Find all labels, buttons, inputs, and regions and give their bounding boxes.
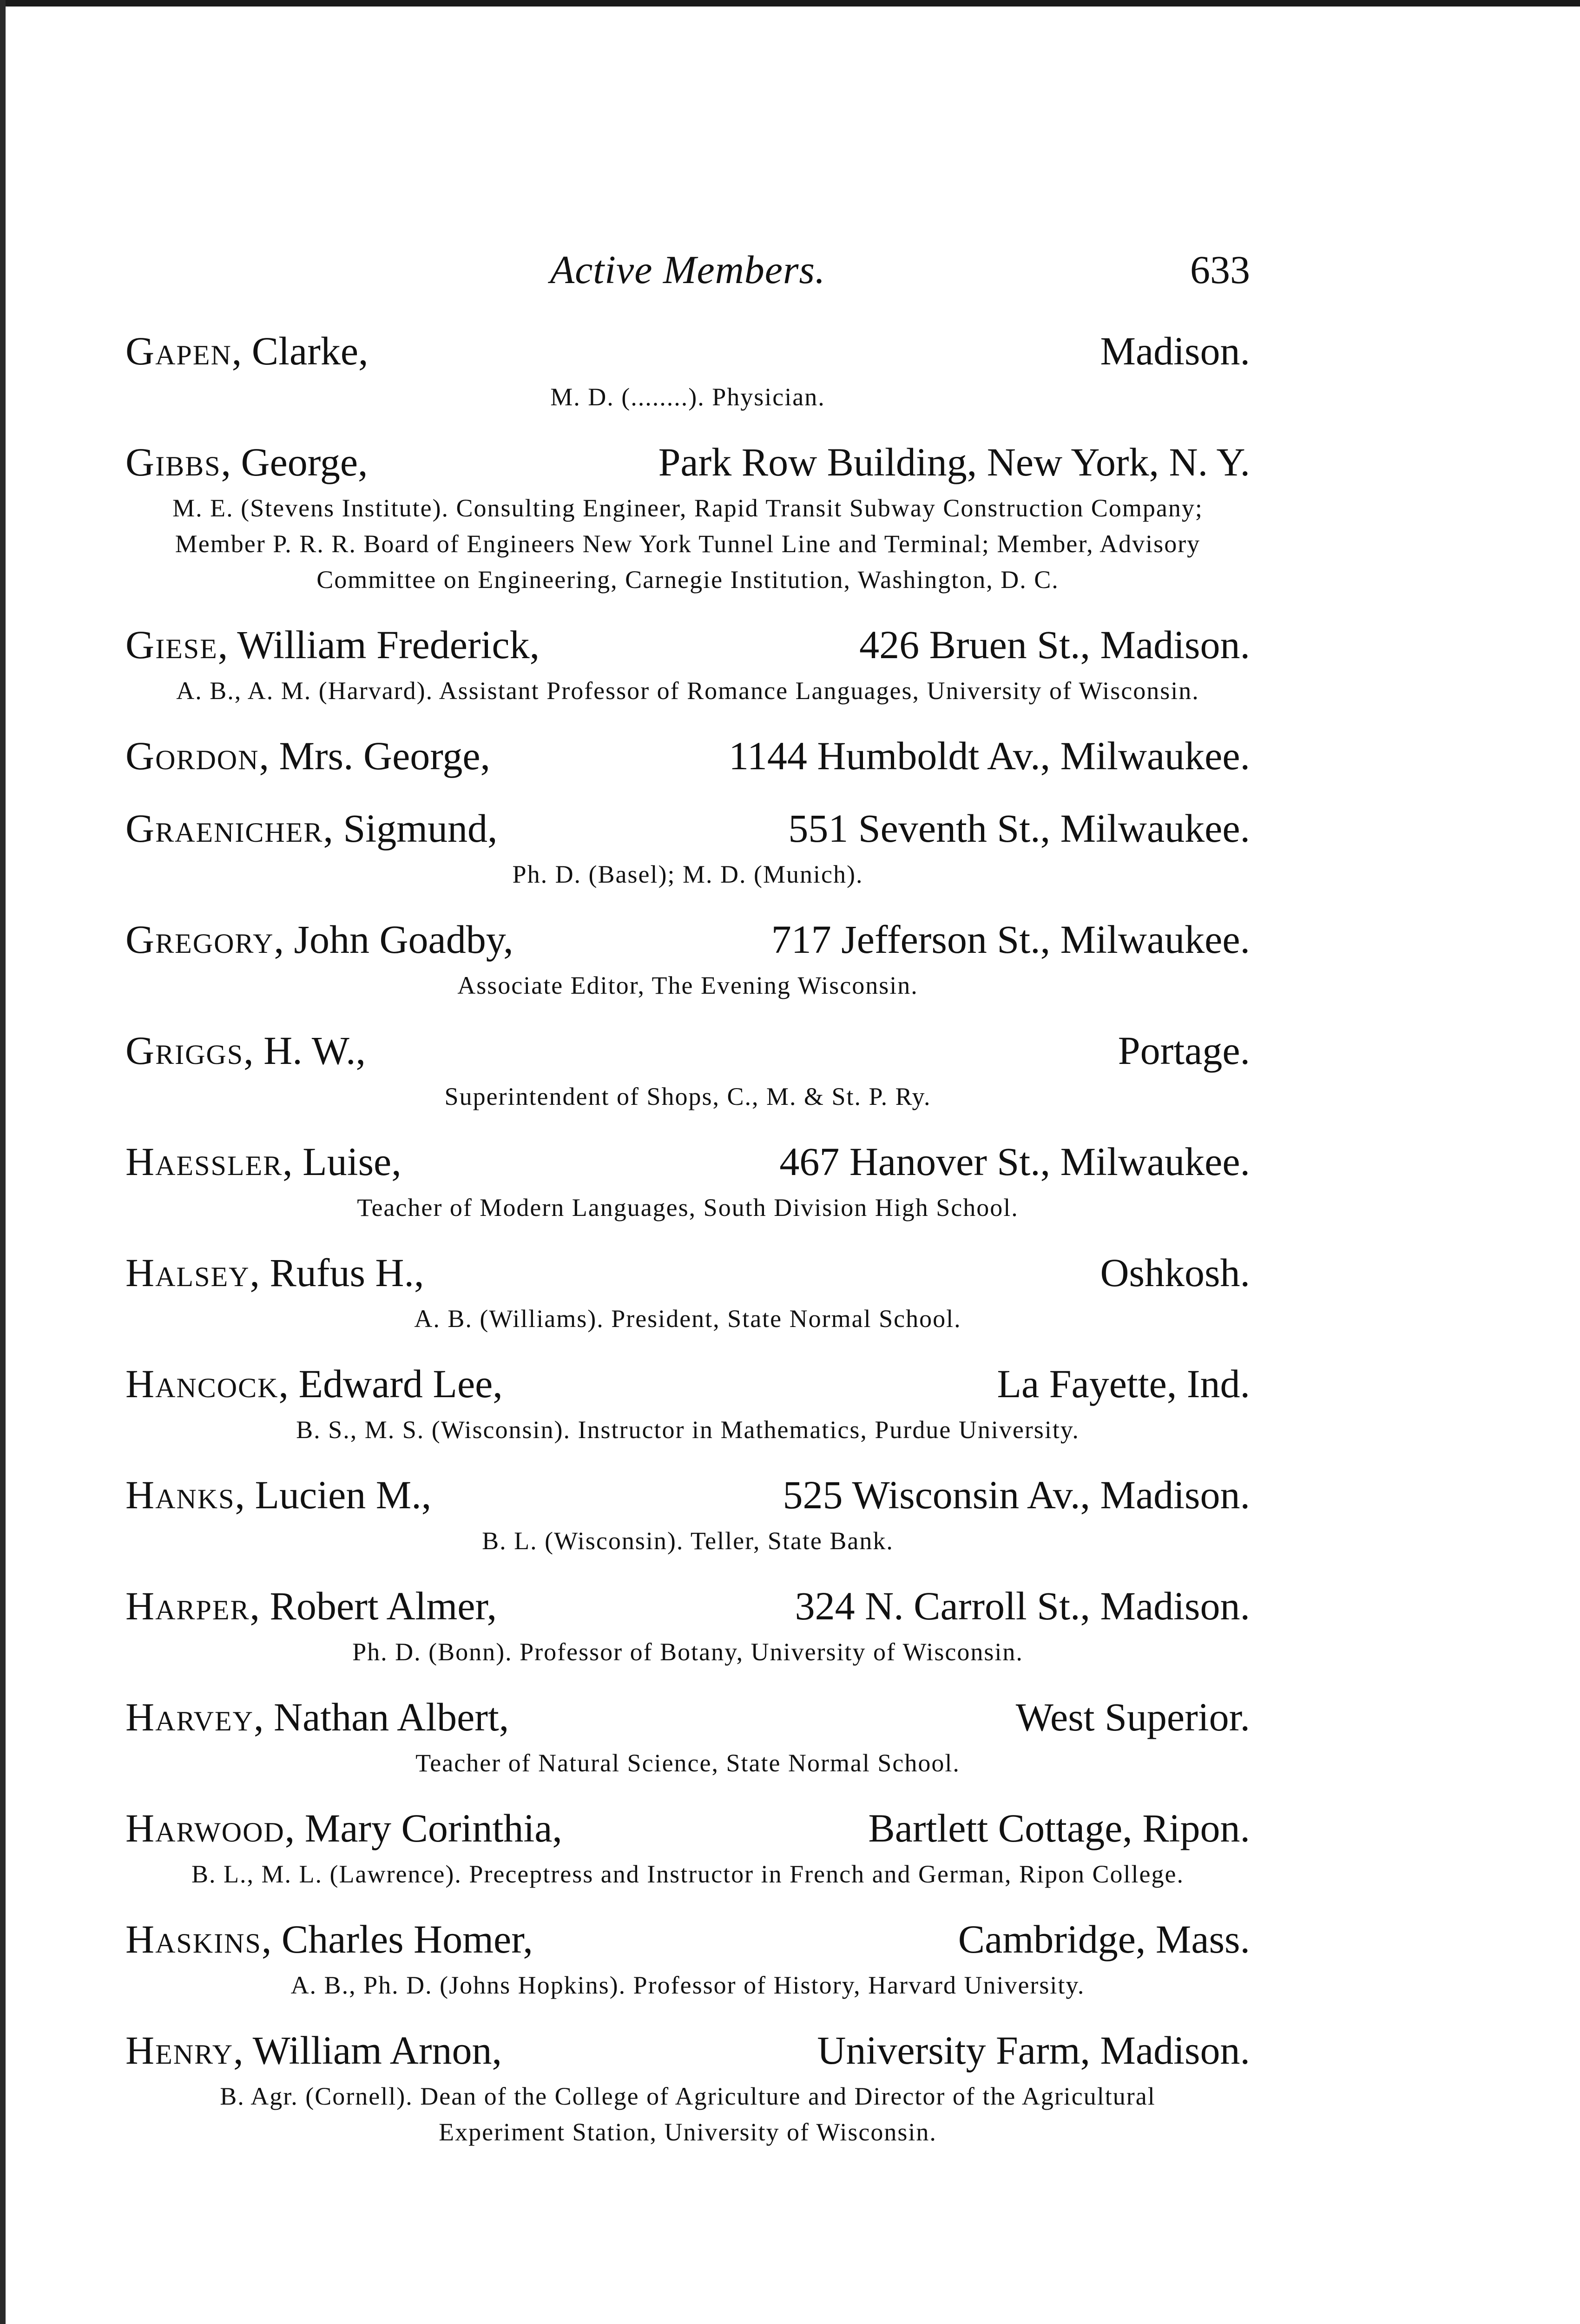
member-surname: Harwood [125, 1806, 285, 1850]
member-given-name: , Edward Lee, [278, 1361, 503, 1406]
member-address: 1144 Humboldt Av., Milwaukee. [729, 733, 1250, 778]
entry-heading [125, 1136, 1250, 1187]
member-description: Associate Editor, The Evening Wisconsin. [457, 971, 918, 999]
entry-heading [125, 914, 1250, 965]
member-name [125, 1914, 533, 1965]
member-surname: Giese [125, 622, 218, 667]
member-name [125, 325, 369, 376]
member-entry-halsey [125, 1247, 1250, 1337]
member-entry-hancock [125, 1358, 1250, 1448]
member-given-name: , H. W., [244, 1028, 366, 1073]
member-entry-haskins [125, 1914, 1250, 2003]
member-name [125, 1469, 431, 1520]
member-name [125, 1580, 497, 1631]
entry-heading [125, 1025, 1250, 1076]
member-address: 467 Hanover St., Milwaukee. [779, 1139, 1250, 1184]
member-given-name: , Clarke, [231, 329, 369, 373]
member-name [125, 730, 490, 781]
member-description: Ph. D. (Basel); M. D. (Munich). [512, 860, 863, 888]
scan-top-edge [0, 0, 1580, 7]
member-address: 525 Wisconsin Av., Madison. [783, 1472, 1250, 1517]
member-given-name: , William Arnon, [233, 2028, 502, 2073]
member-address: Oshkosh. [1100, 1250, 1250, 1295]
member-description: M. E. (Stevens Institute). Consulting Engineer, Rapid Transit Subway Construction Company; Member P. R. R. Board of Engineers New York Tunnel Line and Terminal; Member, Advisory Committee on Engineering, Carnegie Institution, Washington, D. C. [172, 494, 1203, 594]
member-entry-harper [125, 1580, 1250, 1670]
member-name [125, 2025, 502, 2076]
entry-heading [125, 1247, 1250, 1298]
member-given-name: , Mrs. George, [259, 733, 491, 778]
member-name [125, 1691, 509, 1743]
member-given-name: , John Goadby, [274, 917, 514, 962]
member-entry-harvey [125, 1691, 1250, 1781]
running-head [125, 246, 1250, 302]
member-entry-gordon [125, 730, 1250, 781]
member-name [125, 1025, 366, 1076]
member-address: Madison. [1100, 329, 1250, 373]
member-entry-griggs [125, 1025, 1250, 1115]
member-surname: Graenicher [125, 806, 323, 851]
member-surname: Halsey [125, 1250, 250, 1295]
member-description: Superintendent of Shops, C., M. & St. P. Ry. [444, 1083, 931, 1110]
running-title: Active Members. [550, 247, 826, 292]
member-given-name: , Robert Almer, [250, 1584, 497, 1628]
member-name [125, 436, 368, 488]
member-name [125, 1247, 424, 1298]
member-list [125, 325, 1250, 2172]
member-surname: Gapen [125, 329, 232, 373]
member-entry-haessler [125, 1136, 1250, 1226]
member-entry-graenicher [125, 803, 1250, 892]
member-given-name: , Charles Homer, [261, 1917, 533, 1961]
member-name [125, 914, 514, 965]
member-entry-harwood [125, 1802, 1250, 1892]
entry-heading [125, 803, 1250, 854]
member-surname: Hancock [125, 1361, 279, 1406]
member-description: Teacher of Modern Languages, South Division High School. [357, 1194, 1019, 1221]
member-given-name: , George, [221, 440, 368, 484]
entry-heading [125, 1580, 1250, 1631]
member-surname: Hanks [125, 1472, 235, 1517]
member-name [125, 619, 540, 670]
member-entry-gapen [125, 325, 1250, 415]
member-surname: Griggs [125, 1028, 244, 1073]
entry-heading [125, 2025, 1250, 2076]
member-entry-giese [125, 619, 1250, 709]
member-surname: Gibbs [125, 440, 221, 484]
member-description: Ph. D. (Bonn). Professor of Botany, University of Wisconsin. [352, 1638, 1023, 1666]
entry-heading [125, 1914, 1250, 1965]
member-address: 551 Seventh St., Milwaukee. [788, 806, 1250, 851]
entry-heading [125, 1358, 1250, 1409]
member-description: A. B., A. M. (Harvard). Assistant Professor of Romance Languages, University of Wisconsin. [176, 677, 1199, 705]
member-name [125, 1358, 503, 1409]
member-given-name: , Nathan Albert, [253, 1695, 509, 1739]
member-description: B. Agr. (Cornell). Dean of the College of Agriculture and Director of the Agricultural Experiment Station, University of Wisconsin. [220, 2082, 1156, 2146]
member-address: Portage. [1118, 1028, 1250, 1073]
entry-heading [125, 619, 1250, 670]
member-description: B. L., M. L. (Lawrence). Preceptress and Instructor in French and German, Ripon College. [191, 1860, 1184, 1888]
entry-heading [125, 1691, 1250, 1743]
member-address: West Superior. [1015, 1695, 1250, 1739]
member-entry-gregory [125, 914, 1250, 1004]
member-description: B. L. (Wisconsin). Teller, State Bank. [482, 1527, 894, 1555]
page-number: 633 [1190, 247, 1250, 292]
member-address: Cambridge, Mass. [958, 1917, 1250, 1961]
member-surname: Harper [125, 1584, 250, 1628]
entry-heading [125, 436, 1250, 488]
member-entry-henry [125, 2025, 1250, 2150]
member-surname: Haessler [125, 1139, 283, 1184]
member-entry-gibbs [125, 436, 1250, 598]
member-address: University Farm, Madison. [817, 2028, 1250, 2073]
member-description: Teacher of Natural Science, State Normal School. [415, 1749, 960, 1777]
member-description: A. B., Ph. D. (Johns Hopkins). Professor of History, Harvard University. [290, 1971, 1085, 1999]
member-name [125, 803, 498, 854]
member-address: Bartlett Cottage, Ripon. [868, 1806, 1250, 1850]
entry-heading [125, 730, 1250, 781]
member-address: 717 Jefferson St., Milwaukee. [771, 917, 1250, 962]
member-address: Park Row Building, New York, N. Y. [658, 440, 1250, 484]
member-description: B. S., M. S. (Wisconsin). Instructor in Mathematics, Purdue University. [296, 1416, 1080, 1444]
member-surname: Harvey [125, 1695, 254, 1739]
scan-left-edge [0, 0, 6, 2324]
member-surname: Gordon [125, 733, 259, 778]
entry-heading [125, 1469, 1250, 1520]
member-given-name: , Mary Corinthia, [284, 1806, 562, 1850]
member-surname: Gregory [125, 917, 274, 962]
entry-heading [125, 325, 1250, 376]
member-given-name: , Lucien M., [235, 1472, 432, 1517]
member-surname: Henry [125, 2028, 234, 2073]
member-name [125, 1136, 402, 1187]
member-address: 426 Bruen St., Madison. [859, 622, 1250, 667]
member-entry-hanks [125, 1469, 1250, 1559]
member-description: M. D. (........). Physician. [550, 383, 825, 411]
member-given-name: , Rufus H., [250, 1250, 424, 1295]
member-given-name: , William Frederick, [217, 622, 540, 667]
member-name [125, 1802, 562, 1854]
member-given-name: , Luise, [283, 1139, 402, 1184]
member-surname: Haskins [125, 1917, 262, 1961]
member-address: 324 N. Carroll St., Madison. [795, 1584, 1250, 1628]
entry-heading [125, 1802, 1250, 1854]
member-description: A. B. (Williams). President, State Normal School. [414, 1305, 961, 1333]
member-address: La Fayette, Ind. [997, 1361, 1250, 1406]
member-given-name: , Sigmund, [323, 806, 498, 851]
